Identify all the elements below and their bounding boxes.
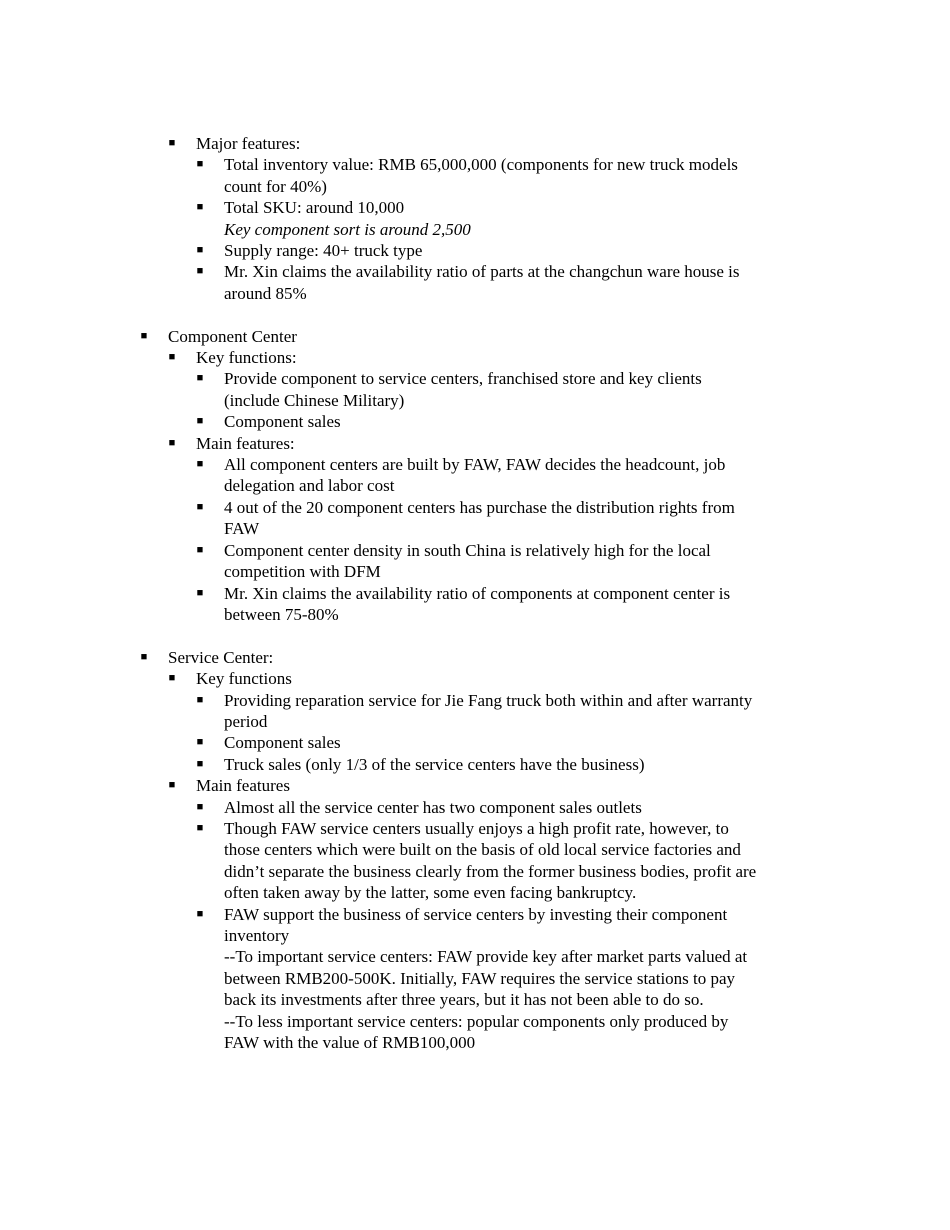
key-functions-heading: Key functions	[196, 669, 292, 689]
list-item-text: All component centers are built by FAW, FAW decides the headcount, job	[224, 455, 726, 475]
square-bullet-icon: ■	[196, 543, 204, 556]
list-item-continuation	[0, 475, 950, 496]
square-bullet-icon: ■	[196, 201, 204, 214]
section-heading-service-center: Service Center:	[168, 647, 274, 667]
section-heading-component-center: Component Center	[168, 326, 297, 346]
list-item-continuation	[0, 1032, 950, 1053]
list-item	[0, 411, 950, 432]
list-item-continuation	[0, 861, 950, 882]
square-bullet-icon: ■	[196, 693, 204, 706]
list-item-text: Truck sales (only 1/3 of the service centers have the business)	[224, 754, 645, 774]
list-item-text: back its investments after three years, but it has not been able to do so.	[224, 990, 704, 1010]
square-bullet-icon: ■	[196, 821, 204, 834]
list-item-text: (include Chinese Military)	[224, 390, 405, 410]
list-item-continuation	[0, 839, 950, 860]
list-item-text: around 85%	[224, 283, 307, 303]
list-item	[0, 904, 950, 925]
square-bullet-icon: ■	[168, 137, 176, 149]
square-bullet-icon: ■	[196, 907, 204, 920]
list-item-text: Component sales	[224, 412, 341, 432]
document-page	[0, 133, 950, 1053]
list-item-continuation	[0, 518, 950, 539]
square-bullet-icon: ■	[140, 650, 148, 663]
list-item-text: count for 40%)	[224, 176, 327, 196]
list-item-text: Mr. Xin claims the availability ratio of parts at the changchun ware house is	[224, 262, 740, 282]
list-item-continuation	[0, 711, 950, 732]
square-bullet-icon: ■	[196, 800, 204, 813]
list-item	[0, 433, 950, 454]
list-item-continuation	[0, 219, 950, 240]
square-bullet-icon: ■	[196, 244, 204, 257]
list-item	[0, 133, 950, 154]
list-item-text: Provide component to service centers, franchised store and key clients	[224, 369, 702, 389]
list-item-text: delegation and labor cost	[224, 476, 395, 496]
list-item-text: Component sales	[224, 733, 341, 753]
square-bullet-icon: ■	[196, 757, 204, 770]
square-bullet-icon: ■	[168, 436, 176, 449]
square-bullet-icon: ■	[196, 500, 204, 513]
main-features-heading: Main features	[196, 776, 290, 796]
list-item-text: --To important service centers: FAW provide key after market parts valued at	[224, 947, 748, 967]
list-item-text: Almost all the service center has two component sales outlets	[224, 797, 642, 817]
list-item-text: FAW support the business of service centers by investing their component	[224, 904, 728, 924]
list-item-text: --To less important service centers: popular components only produced by	[224, 1011, 729, 1031]
list-item	[0, 818, 950, 839]
square-bullet-icon: ■	[196, 372, 204, 385]
list-item-text: Component center density in south China is relatively high for the local	[224, 540, 711, 560]
list-item	[0, 497, 950, 518]
paragraph-gap	[0, 625, 950, 646]
square-bullet-icon: ■	[168, 779, 176, 792]
square-bullet-icon: ■	[196, 265, 204, 278]
square-bullet-icon: ■	[196, 415, 204, 428]
major-features-heading: Major features:	[196, 134, 301, 153]
square-bullet-icon: ■	[140, 329, 148, 342]
list-item-text: didn’t separate the business clearly from the former business bodies, profit are	[224, 861, 757, 881]
paragraph-gap	[0, 304, 950, 325]
list-item	[0, 732, 950, 753]
list-item-continuation	[0, 561, 950, 582]
list-item-text: between 75-80%	[224, 604, 339, 624]
list-item-text: 4 out of the 20 component centers has purchase the distribution rights from	[224, 497, 735, 517]
list-item-text: often taken away by the latter, some even facing bankruptcy.	[224, 883, 637, 903]
key-functions-heading: Key functions:	[196, 348, 297, 368]
square-bullet-icon: ■	[196, 158, 204, 171]
list-item-continuation	[0, 946, 950, 967]
main-features-heading: Main features:	[196, 433, 295, 453]
list-item	[0, 647, 950, 668]
list-item-text: Providing reparation service for Jie Fang truck both within and after warranty	[224, 690, 753, 710]
italic-note: Key component sort is around 2,500	[224, 219, 471, 239]
square-bullet-icon: ■	[168, 672, 176, 685]
list-item	[0, 668, 950, 689]
square-bullet-icon: ■	[196, 736, 204, 749]
list-item-continuation	[0, 1011, 950, 1032]
list-item	[0, 583, 950, 604]
list-item-continuation	[0, 176, 950, 197]
list-item-text: FAW with the value of RMB100,000	[224, 1033, 476, 1053]
list-item	[0, 347, 950, 368]
square-bullet-icon: ■	[196, 586, 204, 599]
list-item-text: between RMB200-500K. Initially, FAW requires the service stations to pay	[224, 968, 736, 988]
list-item	[0, 797, 950, 818]
list-item-text: Though FAW service centers usually enjoys a high profit rate, however, to	[224, 818, 729, 838]
list-item-text: period	[224, 711, 268, 731]
list-item-text: inventory	[224, 926, 290, 945]
list-item-text: competition with DFM	[224, 562, 381, 582]
list-item-continuation	[0, 283, 950, 304]
square-bullet-icon: ■	[196, 458, 204, 471]
list-item	[0, 368, 950, 389]
list-item	[0, 197, 950, 218]
list-item-continuation	[0, 925, 950, 946]
list-item	[0, 690, 950, 711]
list-item	[0, 454, 950, 475]
list-item	[0, 540, 950, 561]
list-item-continuation	[0, 968, 950, 989]
list-item	[0, 261, 950, 282]
list-item-text: FAW	[224, 519, 260, 539]
list-item	[0, 154, 950, 175]
list-item-text: those centers which were built on the basis of old local service factories and	[224, 840, 741, 860]
square-bullet-icon: ■	[168, 351, 176, 364]
list-item-continuation	[0, 604, 950, 625]
list-item-continuation	[0, 390, 950, 411]
list-item	[0, 754, 950, 775]
list-item-continuation	[0, 989, 950, 1010]
list-item-text: Total SKU: around 10,000	[224, 198, 405, 218]
list-item	[0, 775, 950, 796]
list-item-text: Total inventory value: RMB 65,000,000 (components for new truck models	[224, 155, 738, 175]
list-item	[0, 326, 950, 347]
list-item-text: Supply range: 40+ truck type	[224, 241, 423, 261]
list-item	[0, 240, 950, 261]
list-item-continuation	[0, 882, 950, 903]
list-item-text: Mr. Xin claims the availability ratio of components at component center is	[224, 583, 731, 603]
